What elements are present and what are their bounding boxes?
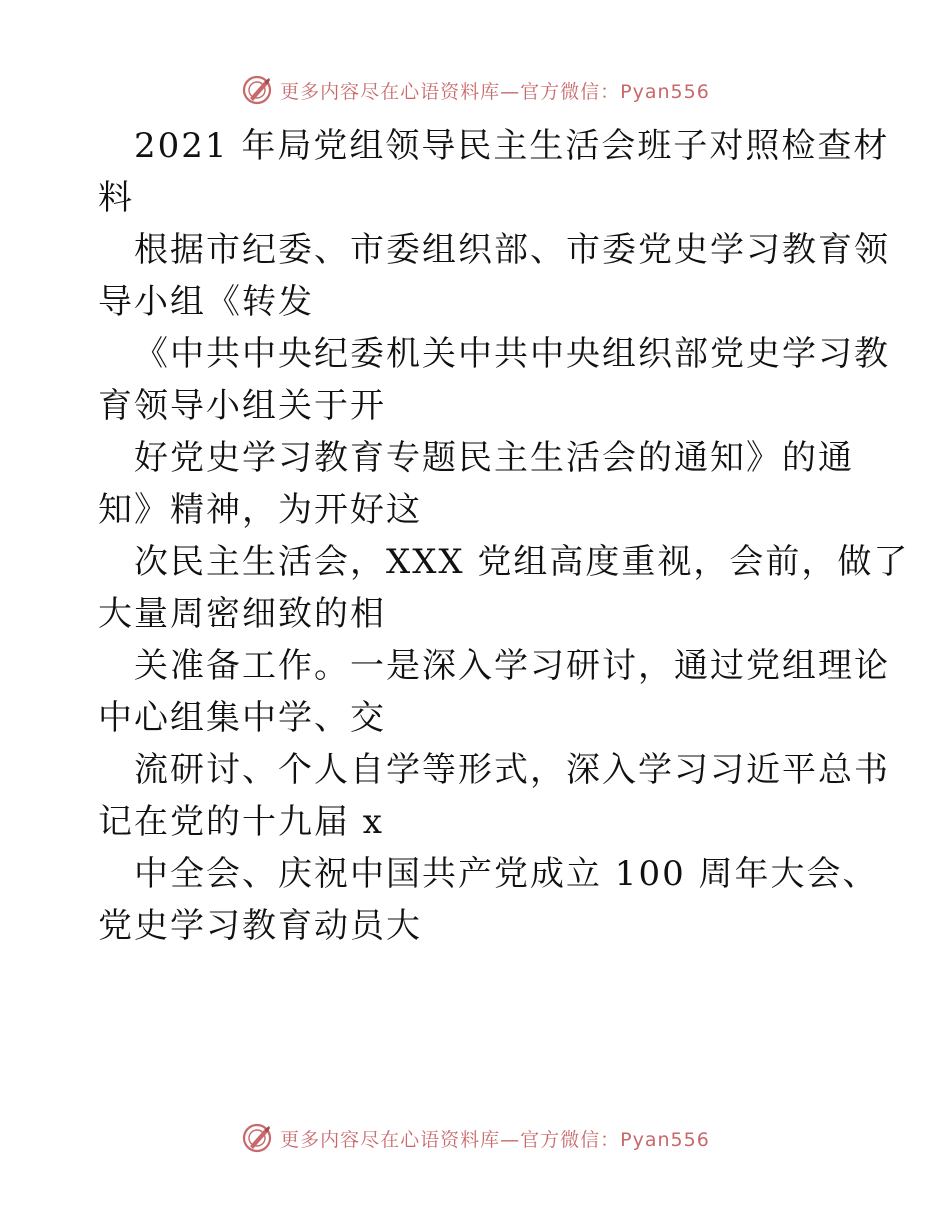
document-line: 中全会、庆祝中国共产党成立 100 周年大会、 bbox=[134, 854, 879, 894]
header-watermark bbox=[0, 70, 950, 110]
document-body bbox=[98, 120, 910, 952]
watermark-text: 更多内容尽在心语资料库—官方微信：Pyan556 bbox=[280, 1128, 710, 1151]
document-line: 流研讨、个人自学等形式，深入学习习近平总书 bbox=[134, 750, 890, 790]
footer-watermark bbox=[0, 1118, 950, 1158]
seal-logo-icon bbox=[240, 73, 274, 107]
document-line: 次民主生活会，XXX 党组高度重视，会前，做了 bbox=[134, 542, 910, 582]
document-line: 知》精神，为开好这 bbox=[98, 490, 422, 530]
document-line: 料 bbox=[98, 178, 134, 218]
document-line: 导小组《转发 bbox=[98, 282, 314, 322]
document-line: 中心组集中学、交 bbox=[98, 698, 386, 738]
document-line: 记在党的十九届 x bbox=[98, 802, 384, 842]
watermark-text: 更多内容尽在心语资料库—官方微信：Pyan556 bbox=[280, 80, 710, 103]
document-line: 大量周密细致的相 bbox=[98, 594, 386, 634]
document-line: 关准备工作。一是深入学习研讨，通过党组理论 bbox=[134, 646, 890, 686]
document-line: 育领导小组关于开 bbox=[98, 386, 386, 426]
document-line: 2021 年局党组领导民主生活会班子对照检查材 bbox=[134, 126, 890, 166]
document-line: 党史学习教育动员大 bbox=[98, 906, 422, 946]
document-line: 好党史学习教育专题民主生活会的通知》的通 bbox=[134, 438, 854, 478]
seal-logo-icon bbox=[240, 1121, 274, 1155]
document-line: 《中共中央纪委机关中共中央组织部党史学习教 bbox=[134, 334, 890, 374]
document-line: 根据市纪委、市委组织部、市委党史学习教育领 bbox=[134, 230, 890, 270]
